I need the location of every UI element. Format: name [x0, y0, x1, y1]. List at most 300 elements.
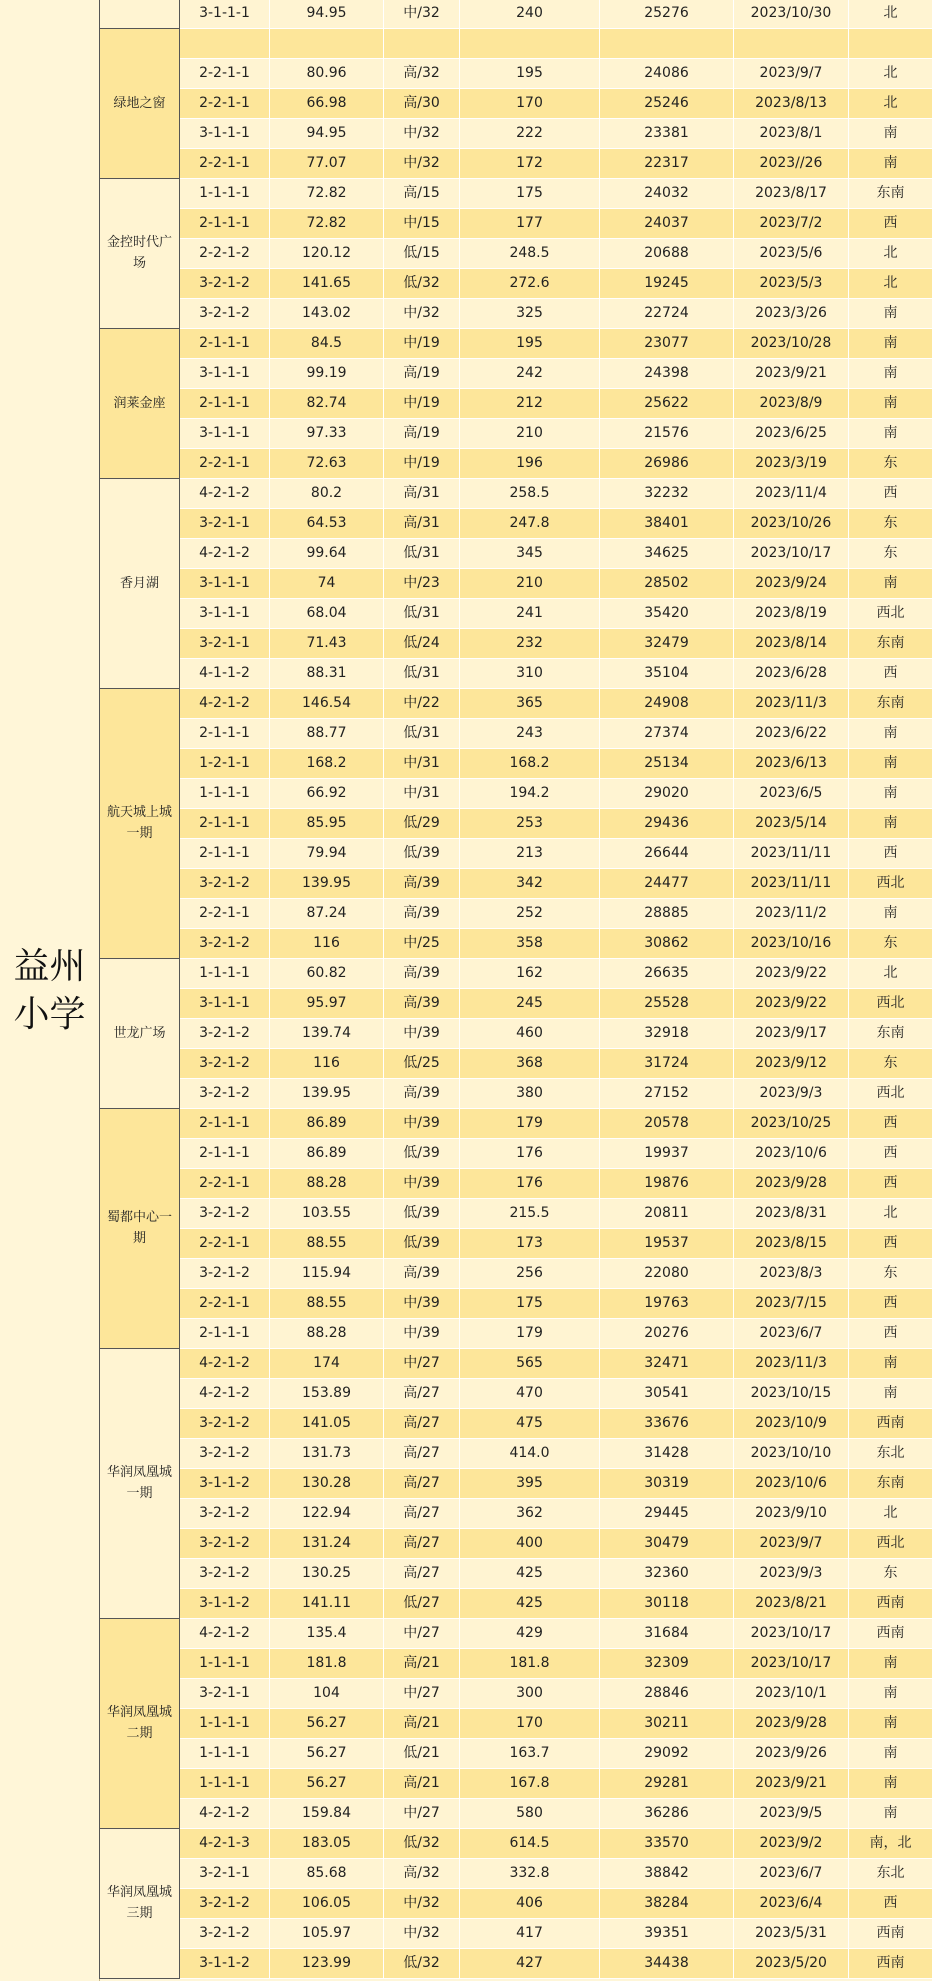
orientation-cell: 西北 — [876, 604, 905, 621]
date-cell: 2023/6/7 — [734, 1859, 849, 1888]
floor-cell: 高/19 — [384, 419, 460, 448]
unit-cell: 3-1-1-1 — [180, 359, 270, 388]
floor-cell: 中/27 — [384, 1679, 460, 1708]
table-row — [180, 119, 932, 149]
table-row — [180, 989, 932, 1019]
unit-cell: 1-2-1-1 — [180, 749, 270, 778]
unit-cell: 2-2-1-1 — [180, 149, 270, 178]
area-cell: 56.27 — [270, 1739, 384, 1768]
date-cell: 2023/10/17 — [734, 1649, 849, 1678]
table-row — [180, 329, 932, 359]
total-price-cell: 368 — [460, 1049, 600, 1078]
floor-cell: 中/32 — [384, 1889, 460, 1918]
floor-cell: 低/39 — [384, 1139, 460, 1168]
date-cell: 2023/5/20 — [734, 1949, 849, 1978]
orientation-cell: 西南 — [876, 1954, 905, 1971]
area-cell: 122.94 — [270, 1499, 384, 1528]
floor-cell: 中/19 — [384, 329, 460, 358]
total-price-cell: 580 — [460, 1799, 600, 1828]
unit-price-cell: 20688 — [600, 239, 734, 268]
total-price-cell: 245 — [460, 989, 600, 1018]
unit-price-cell: 33676 — [600, 1409, 734, 1438]
floor-cell: 中/27 — [384, 1799, 460, 1828]
unit-price-cell: 22724 — [600, 299, 734, 328]
area-cell: 141.65 — [270, 269, 384, 298]
floor-cell: 低/15 — [384, 239, 460, 268]
orientation-cell: 北 — [883, 94, 898, 111]
total-price-cell: 212 — [460, 389, 600, 418]
table-row — [180, 479, 932, 509]
community-name: 华润凤凰城三期 — [106, 1885, 172, 1921]
unit-cell: 3-2-1-2 — [180, 1529, 270, 1558]
area-cell: 85.68 — [270, 1859, 384, 1888]
table-row — [180, 1949, 932, 1979]
unit-price-cell: 38401 — [600, 509, 734, 538]
total-price-cell: 177 — [460, 209, 600, 238]
date-cell: 2023/9/22 — [734, 989, 849, 1018]
orientation-cell: 西 — [883, 844, 898, 861]
area-cell: 77.07 — [270, 149, 384, 178]
table-row — [180, 1919, 932, 1949]
floor-cell: 低/32 — [384, 1829, 460, 1858]
date-cell: 2023/10/17 — [734, 1619, 849, 1648]
area-cell: 139.74 — [270, 1019, 384, 1048]
total-price-cell: 240 — [460, 0, 600, 28]
table-row — [180, 1049, 932, 1079]
area-cell: 87.24 — [270, 899, 384, 928]
area-cell: 174 — [270, 1349, 384, 1378]
date-cell: 2023/10/25 — [734, 1109, 849, 1138]
unit-price-cell: 27152 — [600, 1079, 734, 1108]
unit-price-cell: 30211 — [600, 1709, 734, 1738]
total-price-cell: 342 — [460, 869, 600, 898]
floor-cell: 低/32 — [384, 1949, 460, 1978]
unit-price-cell: 24032 — [600, 179, 734, 208]
table-row — [180, 359, 932, 389]
unit-cell: 3-2-1-1 — [180, 629, 270, 658]
table-row — [180, 749, 932, 779]
unit-price-cell: 31724 — [600, 1049, 734, 1078]
unit-cell: 3-1-1-2 — [180, 1469, 270, 1498]
orientation-cell: 西北 — [876, 874, 905, 891]
total-price-cell: 395 — [460, 1469, 600, 1498]
table-row — [180, 209, 932, 239]
unit-cell: 1-1-1-1 — [180, 1709, 270, 1738]
floor-cell: 低/31 — [384, 539, 460, 568]
table-row — [180, 1709, 932, 1739]
total-price-cell: 414.0 — [460, 1439, 600, 1468]
unit-price-cell: 29020 — [600, 779, 734, 808]
total-price-cell: 172 — [460, 149, 600, 178]
table-row — [180, 1289, 932, 1319]
community-group — [99, 479, 180, 689]
orientation-cell: 西 — [883, 664, 898, 681]
floor-cell: 高/27 — [384, 1559, 460, 1588]
orientation-cell: 东北 — [876, 1864, 905, 1881]
area-cell: 153.89 — [270, 1379, 384, 1408]
total-price-cell: 170 — [460, 89, 600, 118]
area-cell: 130.28 — [270, 1469, 384, 1498]
table-row — [180, 1889, 932, 1919]
unit-cell: 3-2-1-2 — [180, 1919, 270, 1948]
orientation-cell: 北 — [883, 1504, 898, 1521]
table-row — [180, 1409, 932, 1439]
table-row — [180, 299, 932, 329]
area-cell: 84.5 — [270, 329, 384, 358]
floor-cell: 中/19 — [384, 449, 460, 478]
area-cell: 139.95 — [270, 1079, 384, 1108]
table-row — [180, 1589, 932, 1619]
total-price-cell: 427 — [460, 1949, 600, 1978]
floor-cell: 中/15 — [384, 209, 460, 238]
date-cell: 2023/11/2 — [734, 899, 849, 928]
total-price-cell: 175 — [460, 179, 600, 208]
date-cell: 2023/8/19 — [734, 599, 849, 628]
orientation-cell: 东 — [883, 454, 898, 471]
orientation-cell: 南 — [883, 1744, 898, 1761]
unit-cell: 2-1-1-1 — [180, 839, 270, 868]
unit-price-cell: 39351 — [600, 1919, 734, 1948]
date-cell: 2023/6/28 — [734, 659, 849, 688]
date-cell: 2023/9/21 — [734, 1769, 849, 1798]
community-name: 润莱金座 — [113, 395, 166, 411]
area-cell: 68.04 — [270, 599, 384, 628]
school-name: 益州小学 — [13, 945, 86, 1035]
table-row — [180, 1529, 932, 1559]
date-cell: 2023/5/3 — [734, 269, 849, 298]
unit-cell: 3-1-1-1 — [180, 599, 270, 628]
community-name: 绿地之窗 — [113, 95, 166, 111]
date-cell: 2023/9/3 — [734, 1559, 849, 1588]
area-cell: 88.28 — [270, 1169, 384, 1198]
unit-cell: 2-2-1-1 — [180, 59, 270, 88]
area-cell: 88.28 — [270, 1319, 384, 1348]
area-cell: 104 — [270, 1679, 384, 1708]
total-price-cell: 210 — [460, 419, 600, 448]
area-cell: 80.2 — [270, 479, 384, 508]
unit-price-cell: 38842 — [600, 1859, 734, 1888]
table-row — [180, 539, 932, 569]
unit-price-cell: 32471 — [600, 1349, 734, 1378]
floor-cell: 高/27 — [384, 1379, 460, 1408]
total-price-cell: 380 — [460, 1079, 600, 1108]
total-price-cell: 325 — [460, 299, 600, 328]
table-row — [180, 1439, 932, 1469]
orientation-cell: 南 — [883, 754, 898, 771]
table-row — [180, 1139, 932, 1169]
unit-price-cell: 24398 — [600, 359, 734, 388]
orientation-cell: 南 — [883, 1804, 898, 1821]
unit-cell: 3-2-1-2 — [180, 269, 270, 298]
floor-cell: 低/39 — [384, 839, 460, 868]
orientation-cell: 北 — [883, 244, 898, 261]
orientation-cell: 南 — [883, 304, 898, 321]
community-name: 香月湖 — [119, 575, 159, 591]
floor-cell: 低/31 — [384, 659, 460, 688]
floor-cell: 高/30 — [384, 89, 460, 118]
area-cell: 95.97 — [270, 989, 384, 1018]
total-price-cell — [460, 29, 600, 58]
floor-cell: 高/27 — [384, 1409, 460, 1438]
table-row — [180, 1229, 932, 1259]
unit-price-cell: 35420 — [600, 599, 734, 628]
area-cell: 86.89 — [270, 1139, 384, 1168]
area-cell: 64.53 — [270, 509, 384, 538]
unit-cell: 3-1-1-2 — [180, 1949, 270, 1978]
orientation-cell: 南 — [883, 784, 898, 801]
community-column — [99, 0, 179, 1981]
table-row — [180, 179, 932, 209]
table-row — [180, 1769, 932, 1799]
orientation-cell: 北 — [883, 64, 898, 81]
total-price-cell: 253 — [460, 809, 600, 838]
date-cell: 2023/6/4 — [734, 1889, 849, 1918]
orientation-cell: 西南 — [876, 1924, 905, 1941]
table-row — [180, 59, 932, 89]
floor-cell: 低/21 — [384, 1739, 460, 1768]
unit-cell: 2-2-1-1 — [180, 1169, 270, 1198]
area-cell: 183.05 — [270, 1829, 384, 1858]
floor-cell: 高/39 — [384, 1259, 460, 1288]
total-price-cell: 252 — [460, 899, 600, 928]
floor-cell: 中/39 — [384, 1169, 460, 1198]
total-price-cell: 170 — [460, 1709, 600, 1738]
unit-price-cell: 25276 — [600, 0, 734, 28]
unit-cell: 2-2-1-1 — [180, 1229, 270, 1258]
area-cell: 94.95 — [270, 0, 384, 28]
total-price-cell: 247.8 — [460, 509, 600, 538]
unit-price-cell: 19245 — [600, 269, 734, 298]
floor-cell: 高/27 — [384, 1469, 460, 1498]
orientation-cell: 南 — [883, 1354, 898, 1371]
floor-cell: 高/31 — [384, 509, 460, 538]
unit-cell: 2-1-1-1 — [180, 719, 270, 748]
unit-price-cell: 24086 — [600, 59, 734, 88]
area-cell: 159.84 — [270, 1799, 384, 1828]
table-row — [180, 779, 932, 809]
unit-cell: 4-2-1-2 — [180, 689, 270, 718]
unit-cell: 1-1-1-1 — [180, 1739, 270, 1768]
floor-cell: 中/39 — [384, 1109, 460, 1138]
floor-cell: 高/27 — [384, 1499, 460, 1528]
orientation-cell: 西 — [883, 1324, 898, 1341]
unit-cell: 3-2-1-2 — [180, 1889, 270, 1918]
community-name: 航天城上城一期 — [106, 805, 172, 841]
unit-price-cell: 29281 — [600, 1769, 734, 1798]
total-price-cell: 175 — [460, 1289, 600, 1318]
floor-cell: 高/19 — [384, 359, 460, 388]
community-group — [99, 689, 180, 959]
floor-cell: 高/39 — [384, 869, 460, 898]
unit-price-cell: 19937 — [600, 1139, 734, 1168]
total-price-cell: 243 — [460, 719, 600, 748]
table-row — [180, 899, 932, 929]
date-cell: 2023/9/28 — [734, 1709, 849, 1738]
unit-price-cell: 32232 — [600, 479, 734, 508]
total-price-cell: 194.2 — [460, 779, 600, 808]
unit-price-cell: 20578 — [600, 1109, 734, 1138]
orientation-cell: 西 — [883, 214, 898, 231]
table-row — [180, 689, 932, 719]
total-price-cell: 168.2 — [460, 749, 600, 778]
table-row — [180, 959, 932, 989]
table-row — [180, 599, 932, 629]
total-price-cell: 181.8 — [460, 1649, 600, 1678]
date-cell: 2023/3/19 — [734, 449, 849, 478]
unit-cell: 3-2-1-2 — [180, 299, 270, 328]
total-price-cell: 215.5 — [460, 1199, 600, 1228]
date-cell: 2023/9/17 — [734, 1019, 849, 1048]
unit-price-cell: 22080 — [600, 1259, 734, 1288]
unit-price-cell: 19876 — [600, 1169, 734, 1198]
orientation-cell: 西南 — [876, 1594, 905, 1611]
table-row — [180, 1259, 932, 1289]
date-cell: 2023/9/7 — [734, 59, 849, 88]
unit-cell: 3-2-1-2 — [180, 1559, 270, 1588]
area-cell: 115.94 — [270, 1259, 384, 1288]
date-cell: 2023/8/3 — [734, 1259, 849, 1288]
unit-cell: 2-1-1-1 — [180, 809, 270, 838]
unit-price-cell: 27374 — [600, 719, 734, 748]
floor-cell: 高/39 — [384, 899, 460, 928]
area-cell: 141.11 — [270, 1589, 384, 1618]
table-row — [180, 1349, 932, 1379]
total-price-cell: 425 — [460, 1559, 600, 1588]
date-cell: 2023/10/16 — [734, 929, 849, 958]
total-price-cell: 176 — [460, 1139, 600, 1168]
floor-cell: 中/25 — [384, 929, 460, 958]
unit-cell: 2-1-1-1 — [180, 389, 270, 418]
unit-cell: 1-1-1-1 — [180, 959, 270, 988]
unit-cell: 3-2-1-2 — [180, 1019, 270, 1048]
table-row — [180, 1649, 932, 1679]
community-group — [99, 959, 180, 1109]
table-row — [180, 389, 932, 419]
area-cell: 88.31 — [270, 659, 384, 688]
orientation-cell: 东 — [883, 514, 898, 531]
unit-cell: 4-2-1-2 — [180, 479, 270, 508]
orientation-cell: 南 — [883, 1714, 898, 1731]
total-price-cell: 162 — [460, 959, 600, 988]
total-price-cell: 179 — [460, 1319, 600, 1348]
orientation-cell: 北 — [883, 964, 898, 981]
total-price-cell: 179 — [460, 1109, 600, 1138]
total-price-cell: 345 — [460, 539, 600, 568]
date-cell: 2023/6/13 — [734, 749, 849, 778]
orientation-cell: 东 — [883, 1564, 898, 1581]
floor-cell: 低/29 — [384, 809, 460, 838]
table-row — [180, 1379, 932, 1409]
unit-price-cell: 25528 — [600, 989, 734, 1018]
floor-cell: 中/27 — [384, 1619, 460, 1648]
unit-cell: 2-1-1-1 — [180, 1109, 270, 1138]
unit-price-cell: 31684 — [600, 1619, 734, 1648]
orientation-cell: 南 — [883, 574, 898, 591]
unit-price-cell: 30541 — [600, 1379, 734, 1408]
unit-cell: 1-1-1-1 — [180, 179, 270, 208]
floor-cell: 中/23 — [384, 569, 460, 598]
unit-price-cell: 29445 — [600, 1499, 734, 1528]
orientation-cell: 北 — [883, 1204, 898, 1221]
table-row — [180, 449, 932, 479]
floor-cell: 中/32 — [384, 149, 460, 178]
community-name: 蜀都中心一期 — [106, 1210, 172, 1246]
table-row — [180, 1559, 932, 1589]
table-row — [180, 659, 932, 689]
unit-cell: 3-2-1-1 — [180, 509, 270, 538]
date-cell: 2023/9/3 — [734, 1079, 849, 1108]
date-cell: 2023/6/22 — [734, 719, 849, 748]
unit-cell: 3-2-1-2 — [180, 1049, 270, 1078]
table-row — [180, 1019, 932, 1049]
area-cell: 116 — [270, 1049, 384, 1078]
table-row — [180, 1079, 932, 1109]
unit-cell: 3-1-1-1 — [180, 419, 270, 448]
floor-cell — [384, 29, 460, 58]
area-cell: 72.82 — [270, 209, 384, 238]
unit-cell: 3-2-1-2 — [180, 869, 270, 898]
table-body — [180, 0, 932, 1981]
community-group — [99, 179, 180, 329]
floor-cell: 高/32 — [384, 1859, 460, 1888]
unit-price-cell: 32360 — [600, 1559, 734, 1588]
unit-cell: 4-2-1-2 — [180, 1799, 270, 1828]
floor-cell: 高/21 — [384, 1769, 460, 1798]
total-price-cell: 614.5 — [460, 1829, 600, 1858]
area-cell: 56.27 — [270, 1769, 384, 1798]
orientation-cell: 南 — [883, 394, 898, 411]
unit-price-cell: 19537 — [600, 1229, 734, 1258]
date-cell: 2023/5/14 — [734, 809, 849, 838]
floor-cell: 中/39 — [384, 1019, 460, 1048]
orientation-cell: 南 — [883, 1774, 898, 1791]
area-cell: 131.24 — [270, 1529, 384, 1558]
unit-cell: 3-2-1-2 — [180, 1199, 270, 1228]
unit-price-cell: 30319 — [600, 1469, 734, 1498]
unit-cell: 1-1-1-1 — [180, 1649, 270, 1678]
orientation-cell: 南 — [883, 1654, 898, 1671]
floor-cell: 高/39 — [384, 1079, 460, 1108]
table-row — [180, 419, 932, 449]
unit-cell: 3-2-1-2 — [180, 1439, 270, 1468]
date-cell: 2023/9/12 — [734, 1049, 849, 1078]
orientation-cell: 西南 — [876, 1624, 905, 1641]
total-price-cell: 365 — [460, 689, 600, 718]
orientation-cell: 北 — [883, 274, 898, 291]
unit-price-cell: 30479 — [600, 1529, 734, 1558]
total-price-cell: 258.5 — [460, 479, 600, 508]
area-cell: 85.95 — [270, 809, 384, 838]
date-cell: 2023/8/13 — [734, 89, 849, 118]
unit-price-cell: 28885 — [600, 899, 734, 928]
floor-cell: 高/15 — [384, 179, 460, 208]
date-cell: 2023/10/15 — [734, 1379, 849, 1408]
table-row — [180, 1319, 932, 1349]
total-price-cell: 332.8 — [460, 1859, 600, 1888]
floor-cell: 高/21 — [384, 1709, 460, 1738]
area-cell: 181.8 — [270, 1649, 384, 1678]
date-cell: 2023/10/1 — [734, 1679, 849, 1708]
floor-cell: 低/24 — [384, 629, 460, 658]
area-cell: 116 — [270, 929, 384, 958]
unit-price-cell: 20811 — [600, 1199, 734, 1228]
table-row — [180, 1679, 932, 1709]
area-cell: 103.55 — [270, 1199, 384, 1228]
unit-price-cell: 30118 — [600, 1589, 734, 1618]
unit-price-cell: 32309 — [600, 1649, 734, 1678]
total-price-cell: 242 — [460, 359, 600, 388]
unit-price-cell: 19763 — [600, 1289, 734, 1318]
